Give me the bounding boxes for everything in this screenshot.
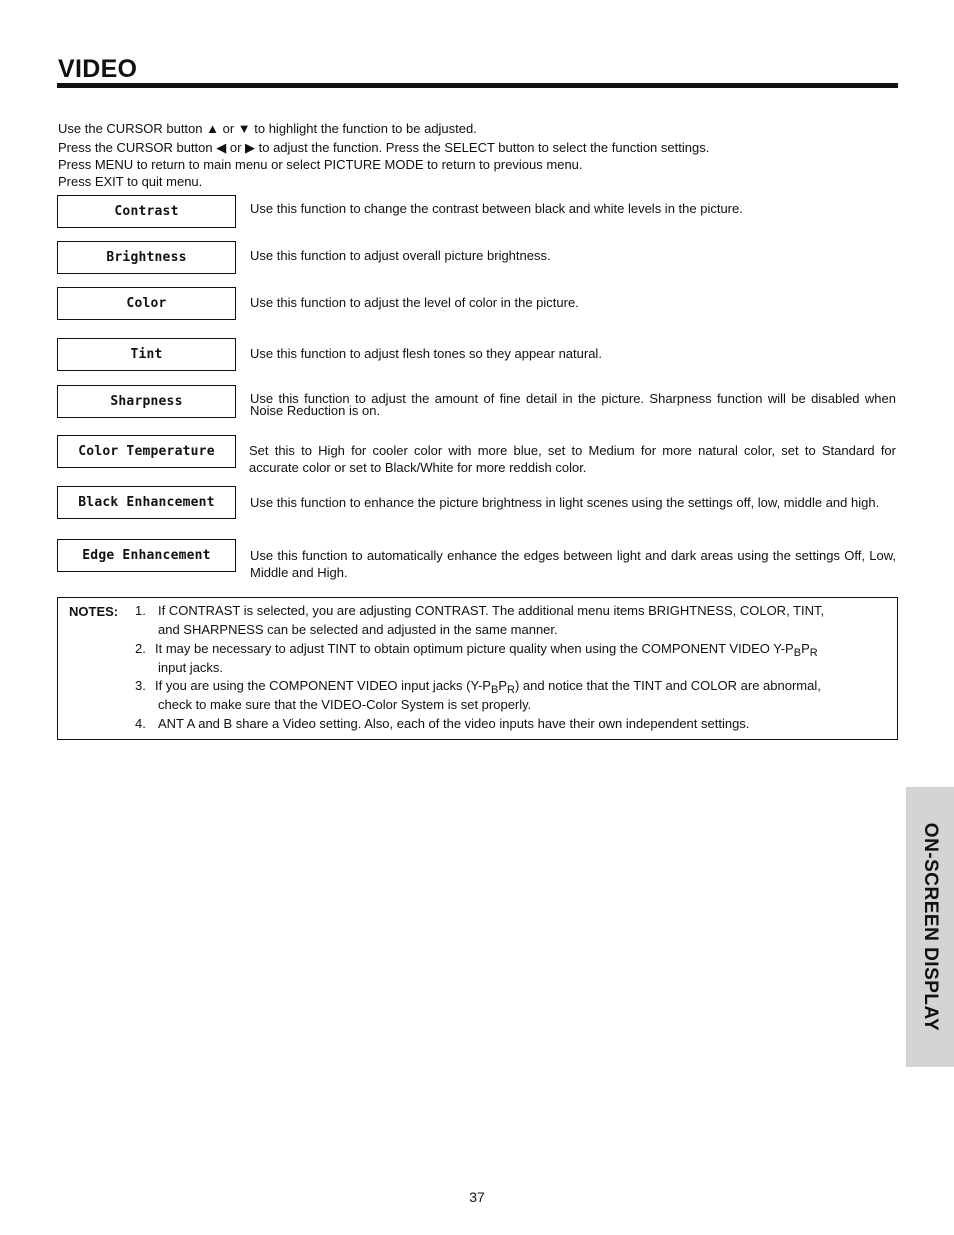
page-number: 37: [469, 1189, 485, 1205]
function-desc-brightness: Use this function to adjust overall picture brightness.: [250, 248, 551, 263]
function-box-color: Color: [57, 287, 236, 320]
function-desc-black-enhancement: Use this function to enhance the picture brightness in light scenes using the settings off, low, middle and high.: [250, 495, 880, 510]
instruction-line: Press the CURSOR button ◀ or ▶ to adjust the function. Press the SELECT button to select the function settings.: [58, 140, 710, 155]
function-desc-tint: Use this function to adjust flesh tones so they appear natural.: [250, 346, 602, 361]
note-number: 1.: [135, 603, 146, 618]
function-desc-edge-enhancement: Use this function to automatically enhance the edges between light and dark areas using the settings Off, Low, Middle and High.: [250, 548, 896, 580]
instruction-line: Press EXIT to quit menu.: [58, 174, 203, 189]
function-desc-contrast: Use this function to change the contrast between black and white levels in the picture.: [250, 201, 743, 216]
function-box-brightness: Brightness: [57, 241, 236, 274]
note-number: 2.: [135, 641, 146, 656]
note-4-line-1: ANT A and B share a Video setting. Also, each of the video inputs have their own independent settings.: [158, 716, 750, 731]
page-title: VIDEO: [58, 55, 138, 83]
note-1-line-1: If CONTRAST is selected, you are adjusting CONTRAST. The additional menu items BRIGHTNESS, COLOR, TINT,: [158, 603, 825, 618]
function-box-tint: Tint: [57, 338, 236, 371]
function-box-color-temperature: Color Temperature: [57, 435, 236, 468]
function-box-black-enhancement: Black Enhancement: [57, 486, 236, 519]
note-2-line-2: input jacks.: [158, 660, 224, 675]
note-1-line-2: and SHARPNESS can be selected and adjusted in the same manner.: [158, 622, 558, 637]
note-3-line-2: check to make sure that the VIDEO-Color System is set properly.: [158, 697, 532, 712]
title-rule: [57, 83, 898, 88]
note-number: 4.: [135, 716, 146, 731]
side-tab-label: ON-SCREEN DISPLAY: [920, 822, 941, 1032]
function-desc-color: Use this function to adjust the level of color in the picture.: [250, 295, 579, 310]
function-desc-sharpness: Use this function to adjust the amount of fine detail in the picture. Sharpness function will be disabled when Noise Reduction is on.: [250, 391, 896, 418]
function-desc-color-temperature: Set this to High for cooler color with more blue, set to Medium for more natural color, set to Standard for accurate color or set to Black/White for more reddish color.: [249, 443, 896, 475]
notes-label: NOTES:: [69, 604, 119, 619]
note-2-line-1: It may be necessary to adjust TINT to obtain optimum picture quality when using the COMPONENT VIDEO $Y-P_BP_R$: [155, 641, 818, 659]
function-box-edge-enhancement: Edge Enhancement: [57, 539, 236, 572]
notes-box: [57, 597, 898, 740]
instruction-line: Press MENU to return to main menu or select PICTURE MODE to return to previous menu.: [58, 157, 583, 172]
note-number: 3.: [135, 678, 146, 693]
section-side-tab: [906, 787, 954, 1067]
function-box-contrast: Contrast: [57, 195, 236, 228]
function-box-sharpness: Sharpness: [57, 385, 236, 418]
note-3-line-1: If you are using the COMPONENT VIDEO input jacks $(Y-P_BP_R)$ and notice that the TINT and COLOR are abnormal,: [155, 678, 821, 696]
instruction-line: Use the CURSOR button ▲ or ▼ to highlight the function to be adjusted.: [58, 121, 477, 136]
